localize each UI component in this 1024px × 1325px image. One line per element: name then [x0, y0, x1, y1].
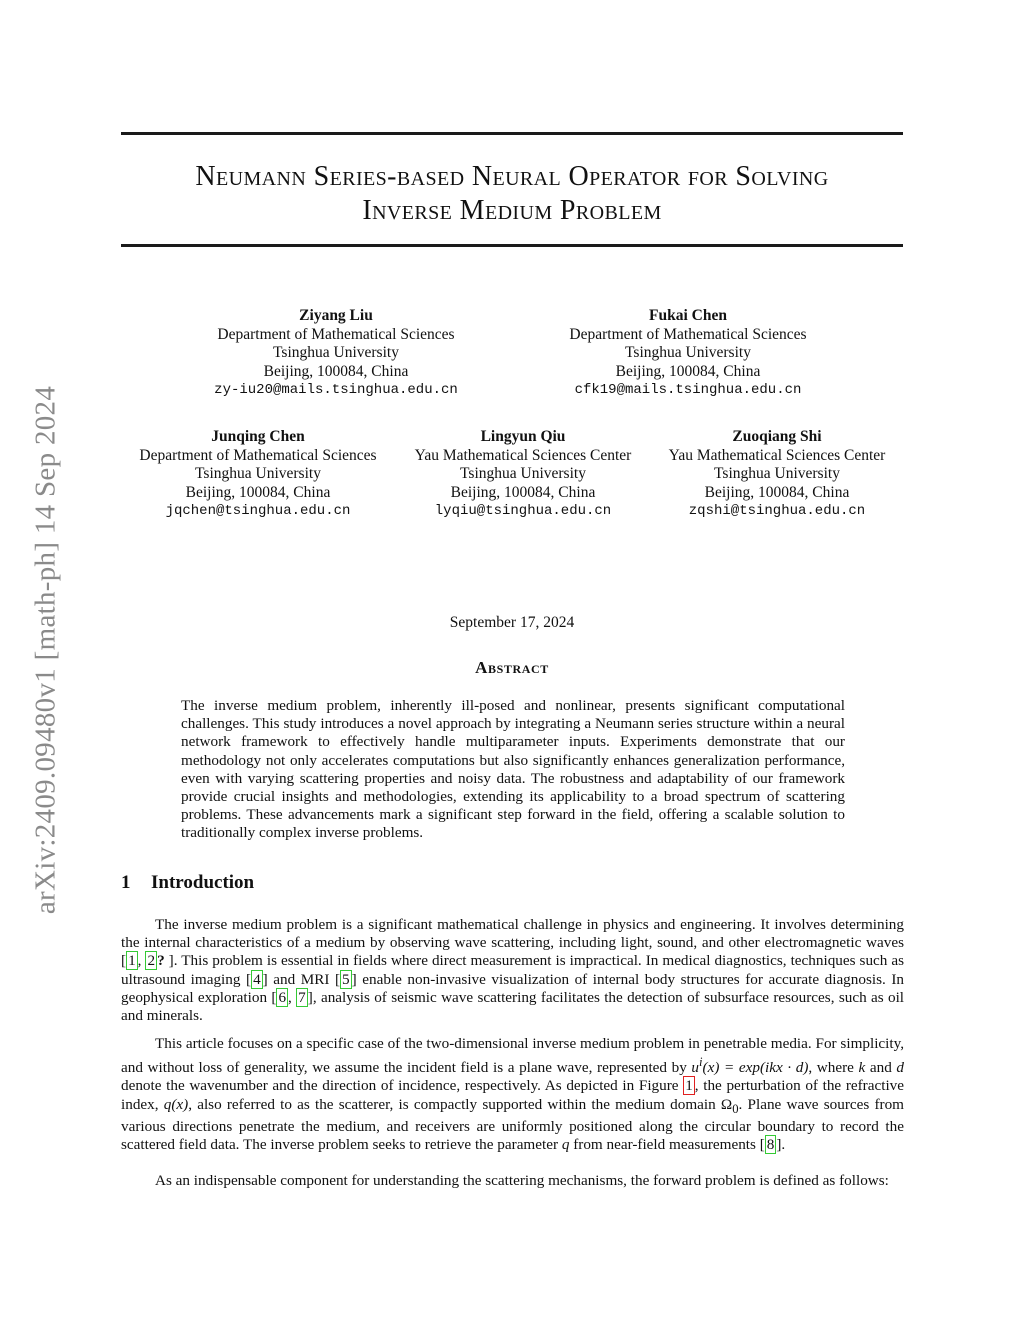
text-run: ,	[288, 988, 297, 1006]
citation-link[interactable]: 8	[766, 1136, 775, 1154]
citation-link[interactable]: 2	[147, 952, 156, 970]
author-city: Beijing, 100084, China	[704, 483, 850, 501]
text-run: This article focuses on a specific case of the two-dimensional inverse medium problem in penetrable media. For simplicity, and without loss of generality, we assume the incident field is a plane wave, represented by	[121, 1035, 904, 1077]
author-email[interactable]: zqshi@tsinghua.edu.cn	[688, 503, 866, 519]
title-top-rule	[121, 132, 903, 135]
title-bottom-rule	[121, 244, 903, 247]
paper-title	[121, 160, 903, 228]
author-dept: Yau Mathematical Sciences Center	[668, 446, 886, 464]
author-block	[121, 428, 395, 521]
text-run: ], analysis of seismic wave scattering facilitates the detection of subsurface resources, such as oil and minerals.	[121, 988, 905, 1025]
text-run: ].	[776, 1136, 786, 1154]
author-name: Junqing Chen	[211, 428, 305, 445]
author-univ: Tsinghua University	[195, 465, 321, 482]
title-line-2: Inverse Medium Problem	[362, 195, 662, 226]
math-expression: q(x)	[163, 1095, 189, 1113]
author-name: Ziyang Liu	[299, 307, 373, 324]
intro-paragraph-3: As an indispensable component for understanding the scattering mechanisms, the forward problem is defined as follows:	[155, 1172, 889, 1189]
author-name: Lingyun Qiu	[480, 428, 566, 445]
text-run: ,	[137, 952, 146, 970]
math-symbol: d	[896, 1059, 904, 1077]
citation-link[interactable]: 5	[342, 970, 350, 988]
author-email[interactable]: cfk19@mails.tsinghua.edu.cn	[574, 382, 802, 398]
text-run: from near-field measurements [	[569, 1136, 765, 1154]
citation-link[interactable]: 6	[278, 988, 287, 1006]
author-city: Beijing, 100084, China	[450, 483, 596, 501]
math-symbol: Ω	[720, 1095, 733, 1113]
section-title: Introduction	[151, 872, 255, 893]
author-block	[548, 307, 828, 400]
author-univ: Tsinghua University	[714, 465, 840, 482]
author-name: Fukai Chen	[649, 307, 727, 324]
text-run: ] and MRI [	[262, 970, 341, 988]
author-city: Beijing, 100084, China	[185, 483, 331, 501]
text-run: . Plane wave sources from various directions penetrate the medium, and receivers are uniformly positioned along the circular boundary to record the scattered field data. The inverse problem seeks to retrieve the parameter	[121, 1095, 904, 1154]
citation-link[interactable]: 4	[253, 970, 261, 988]
author-block	[394, 428, 652, 521]
author-univ: Tsinghua University	[625, 344, 751, 361]
intro-paragraph-2	[121, 1035, 904, 1154]
section-heading	[121, 872, 254, 894]
text-run: , also referred to as the scatterer, is compactly supported within the medium domain	[188, 1095, 721, 1113]
figure-link[interactable]: 1	[685, 1077, 693, 1095]
missing-citation-mark: ?	[157, 952, 169, 970]
publication-date: September 17, 2024	[449, 614, 575, 631]
intro-paragraph-1	[121, 916, 904, 1025]
author-univ: Tsinghua University	[273, 344, 399, 361]
author-name: Zuoqiang Shi	[732, 428, 822, 445]
math-subscript: 0	[732, 1101, 739, 1116]
arxiv-side-label	[26, 340, 66, 960]
author-dept: Department of Mathematical Sciences	[217, 325, 455, 343]
text-run: , the perturbation of the refractive index,	[121, 1077, 904, 1113]
math-domain	[720, 1095, 739, 1116]
citation-link[interactable]: 1	[128, 952, 136, 970]
author-dept: Yau Mathematical Sciences Center	[414, 446, 632, 464]
text-run: ]. This problem is essential in fields where direct measurement is impractical. In medical diagnostics, techniques such as ultrasound imaging [	[121, 952, 905, 988]
math-incident-field	[691, 1055, 809, 1077]
math-symbol: u	[691, 1059, 700, 1077]
math-symbol: k	[858, 1059, 866, 1077]
title-line-1: Neumann Series-based Neural Operator for Solving	[195, 161, 829, 192]
text-run: and	[865, 1059, 897, 1077]
author-block	[196, 307, 476, 400]
text-run: , where	[808, 1059, 859, 1077]
math-superscript: i	[699, 1055, 703, 1070]
author-city: Beijing, 100084, China	[615, 362, 761, 380]
author-email[interactable]: zy-iu20@mails.tsinghua.edu.cn	[214, 382, 458, 398]
text-run: ] enable non-invasive visualization of internal body structures for accurate diagnosis. In geophysical exploration [	[121, 970, 904, 1006]
author-city: Beijing, 100084, China	[263, 362, 409, 380]
author-block	[652, 428, 902, 521]
author-dept: Department of Mathematical Sciences	[569, 325, 807, 343]
author-dept: Department of Mathematical Sciences	[139, 446, 377, 464]
author-email[interactable]: lyqiu@tsinghua.edu.cn	[434, 503, 612, 519]
math-symbol: q	[561, 1136, 570, 1154]
section-number: 1	[121, 872, 131, 893]
arxiv-id-text: arXiv:2409.09480v1 [math-ph] 14 Sep 2024	[29, 385, 62, 915]
abstract-heading: Abstract	[475, 658, 549, 677]
citation-link[interactable]: 7	[298, 988, 306, 1006]
abstract-text: The inverse medium problem, inherently ill-posed and nonlinear, presents significant computational challenges. This study introduces a novel approach by integrating a Neumann series structure within a neural network framework to effectively handle multiparameter inputs. Experiments demonstrate that our methodology not only accelerates computations but also significantly enhances generalization performance, even with varying scattering properties and noisy data. The robustness and adaptability of our framework provide crucial insights and methodologies, extending its applicability to a broad spectrum of scattering problems. These advancements mark a significant step forward in the field, offering a scalable solution to traditionally complex inverse problems.	[181, 697, 845, 842]
text-run: denote the wavenumber and the direction of incidence, respectively. As depicted in Figure	[121, 1077, 684, 1095]
author-email[interactable]: jqchen@tsinghua.edu.cn	[165, 503, 351, 519]
text-run: The inverse medium problem is a significant mathematical challenge in physics and engineering. It involves determining the internal characteristics of a medium by observing wave scattering, including light, sound, and other electromagnetic waves [	[121, 916, 904, 970]
author-univ: Tsinghua University	[460, 465, 586, 482]
math-expression: (x) = exp(ikx · d)	[702, 1059, 809, 1077]
